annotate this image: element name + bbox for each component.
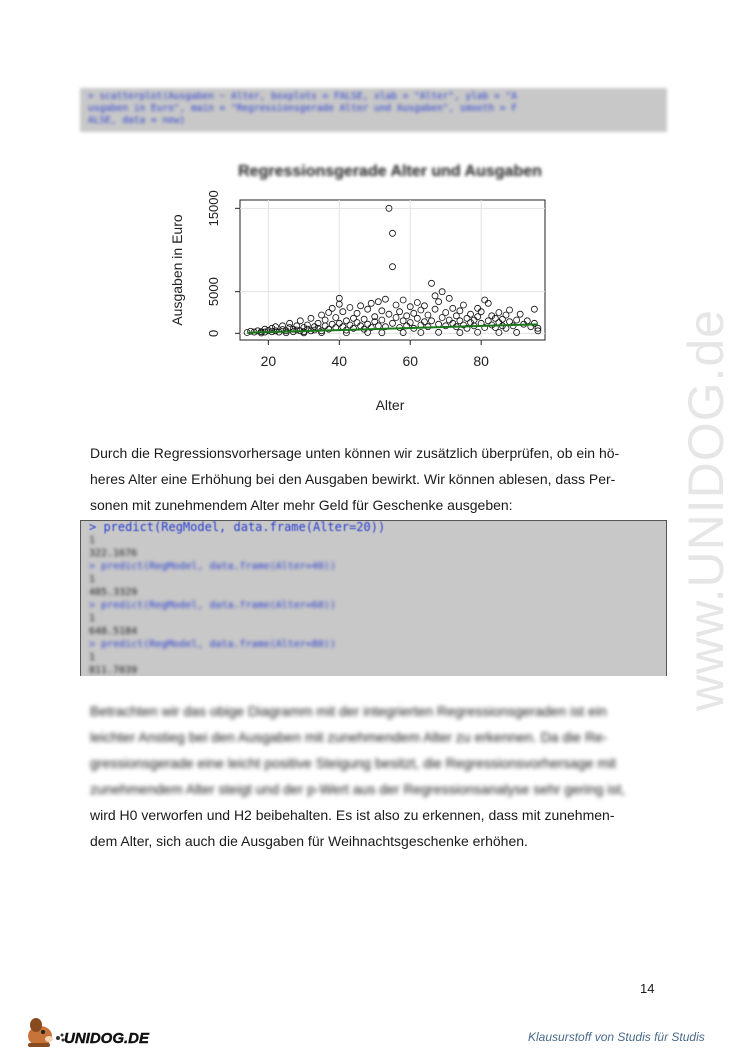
paragraph-regression-intro bbox=[90, 440, 665, 518]
code-line: > scatterplot(Ausgaben ~ Alter, boxplots = FALSE, xlab = "Alter", ylab = "A bbox=[88, 91, 517, 102]
logo-text: UNIDOG.DE bbox=[64, 1030, 150, 1047]
chart-title: Regressionsgerade Alter und Ausgaben bbox=[238, 163, 542, 180]
code-output-line: 485.3329 bbox=[89, 587, 138, 598]
code-line: usgaben in Euro", main = "Regressionsgerade Alter und Ausgaben", smooth = F bbox=[88, 103, 517, 114]
code-output-line: 1 bbox=[89, 613, 96, 624]
scatter-chart-svg bbox=[160, 150, 580, 420]
footer-logo bbox=[22, 1012, 157, 1050]
y-axis-label: Ausgaben in Euro bbox=[169, 214, 185, 326]
paragraph-conclusion bbox=[90, 698, 665, 854]
text-line: heres Alter eine Erhöhung bei den Ausgaben bewirkt. Wir können ablesen, dass Per- bbox=[90, 471, 616, 487]
y-tick-label: 15000 bbox=[206, 190, 221, 227]
text-line: zunehmendem Alter steigt und der p-Wert aus der Regressionsanalyse sehr gering ist, bbox=[90, 781, 626, 797]
text-line: Durch die Regressionsvorhersage unten können wir zusätzlich überprüfen, ob ein hö- bbox=[90, 445, 620, 461]
code-output-line: 1 bbox=[89, 574, 96, 585]
text-line: Betrachten wir das obige Diagramm mit der integrierten Regressionsgeraden ist ein bbox=[90, 703, 607, 719]
dog-logo-icon bbox=[28, 1018, 53, 1047]
x-tick-label: 80 bbox=[473, 353, 489, 369]
x-tick-label: 20 bbox=[260, 353, 277, 369]
text-line: dem Alter, sich auch die Ausgaben für Weihnachtsgeschenke erhöhen. bbox=[90, 833, 528, 849]
code-command-line: > predict(RegModel, data.frame(Alter=80)) bbox=[89, 639, 336, 650]
y-tick-label: 5000 bbox=[206, 277, 221, 307]
y-tick-label: 0 bbox=[206, 329, 221, 337]
text-line: leichter Anstieg bei den Ausgaben mit zunehmendem Alter zu erkennen. Da die Re- bbox=[90, 729, 608, 745]
code-output-line: 1 bbox=[89, 535, 96, 546]
code-output-line: 811.7039 bbox=[89, 665, 138, 676]
watermark: www.UNIDOG.de bbox=[678, 309, 734, 711]
footer-tagline: Klausurstoff von Studis für Studis bbox=[528, 1030, 705, 1044]
code-command-line: > predict(RegModel, data.frame(Alter=20)) bbox=[89, 520, 386, 534]
x-axis-label: Alter bbox=[375, 397, 405, 413]
code-block-predict bbox=[80, 520, 667, 676]
code-output-line: 322.1676 bbox=[89, 548, 138, 559]
x-tick-label: 40 bbox=[331, 353, 348, 369]
page-number: 14 bbox=[640, 981, 655, 996]
code-output-line: 1 bbox=[89, 652, 96, 663]
text-line: wird H0 verworfen und H2 beibehalten. Es ist also zu erkennen, dass mit zunehmen- bbox=[90, 807, 615, 823]
code-command-line: > predict(RegModel, data.frame(Alter=60)) bbox=[89, 600, 336, 611]
x-tick-label: 60 bbox=[402, 353, 419, 369]
text-line: sonen mit zunehmendem Alter mehr Geld für Geschenke ausgeben: bbox=[90, 497, 513, 513]
code-command-line: > predict(RegModel, data.frame(Alter=40)) bbox=[89, 561, 336, 572]
code-block-scatterplot bbox=[80, 88, 667, 132]
code-output-line: 648.5184 bbox=[89, 626, 138, 637]
scatter-chart bbox=[160, 150, 580, 420]
text-line: gressionsgerade eine leicht positive Steigung besitzt, die Regressionsvorhersage mit bbox=[90, 755, 617, 771]
code-line: ALSE, data = new) bbox=[88, 115, 186, 126]
